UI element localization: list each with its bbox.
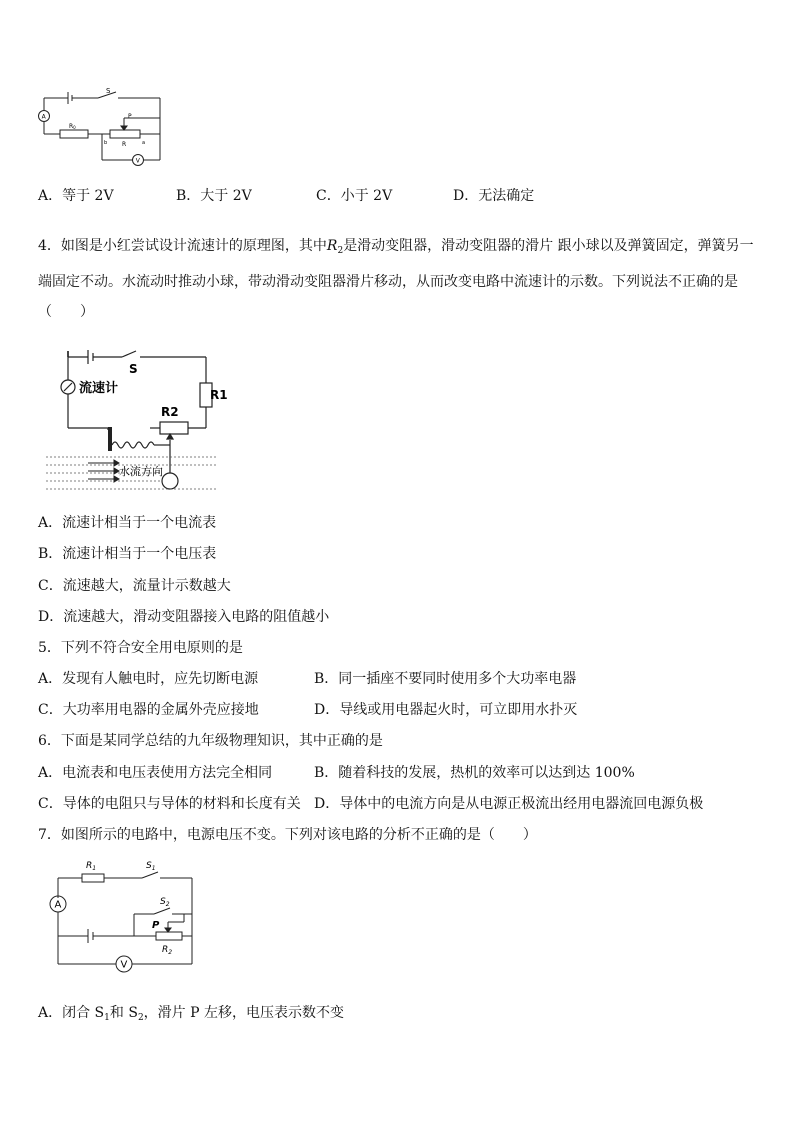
label-r2: $R_2$ [162,945,173,956]
q4-stem-line2: 端固定不动。水流动时推动小球，带动滑动变阻器滑片移动，从而改变电路中流速计的示数。下列说法不正确的是 [38,274,738,290]
q5-option-c: C．大功率用电器的金属外壳应接地 [38,702,259,718]
ammeter-label: A [54,899,62,911]
q3-option-a: A．等于 2V [38,188,114,204]
q6-stem: 6．下面是某同学总结的九年级物理知识，其中正确的是 [38,733,383,749]
label-r0: R0 [69,123,76,130]
q3-option-c: C．小于 2V [316,188,393,204]
q6-option-b: B．随着科技的发展，热机的效率可以达到达 100% [314,765,635,781]
spring [112,442,154,448]
label-a: a [142,140,146,146]
label-water-direction: 水流方向 [119,465,163,478]
q3-option-d: D．无法确定 [453,188,535,204]
label-flowmeter: 流速计 [79,381,119,396]
q4-flowmeter-diagram [40,345,240,497]
label-r1: $R_1$ [86,861,97,872]
q3-circuit-diagram [36,84,168,170]
q5-option-d: D．导线或用电器起火时，可立即用水扑灭 [314,702,578,718]
q6-option-a: A．电流表和电压表使用方法完全相同 [38,765,273,781]
label-r1: R1 [210,388,228,402]
ball [162,473,178,489]
q4-option-a: A．流速计相当于一个电流表 [38,515,217,531]
q4-option-c: C．流速越大，流量计示数越大 [38,578,231,594]
q7-stem: 7．如图所示的电路中，电源电压不变。下列对该电路的分析不正确的是（ ） [38,827,537,843]
label-s: S [106,87,111,95]
q4-stem-line3: （ ） [38,304,94,320]
q5-stem: 5．下列不符合安全用电原则的是 [38,640,243,656]
q7-circuit-diagram [44,856,200,980]
rheostat-r2 [156,932,182,940]
q4-option-b: B．流速计相当于一个电压表 [38,546,217,562]
resistor-r0 [60,130,88,138]
label-r: R [122,141,127,148]
q7-option-a: A．闭合 $S_1$和 $S_2$，滑片 P 左移，电压表示数不变 [38,1005,344,1023]
label-p: P [128,113,132,120]
q5-option-a: A．发现有人触电时，应先切断电源 [38,671,259,687]
q4-option-d: D．流速越大，滑动变阻器接入电路的阻值越小 [38,609,330,625]
q6-option-c: C．导体的电阻只与导体的材料和长度有关 [38,796,301,812]
label-p: P [152,920,160,931]
rheostat-r [110,130,140,138]
voltmeter-label: V [135,157,140,165]
rheostat-r2 [160,422,188,434]
voltmeter-label: V [120,959,128,971]
label-b: b [104,140,108,146]
q3-option-b: B．大于 2V [176,188,252,204]
q4-stem-line1: 4．如图是小红尝试设计流速计的原理图，其中$R_2$是滑动变阻器，滑动变阻器的滑片 跟小球以及弹簧固定，弹簧另一 [38,238,754,256]
label-s2: $S_2$ [160,897,170,908]
label-r2: R2 [161,405,179,419]
resistor-r1 [82,874,104,882]
q5-option-b: B．同一插座不要同时使用多个大功率电器 [314,671,577,687]
q6-option-d: D．导体中的电流方向是从电源正极流出经用电器流回电源负极 [314,796,704,812]
switch-s2 [154,908,170,914]
ammeter-label: A [41,113,46,121]
label-s: S [129,362,138,376]
switch-s1 [142,872,158,878]
label-s1: $S_1$ [146,861,156,872]
switch-s [122,351,136,357]
